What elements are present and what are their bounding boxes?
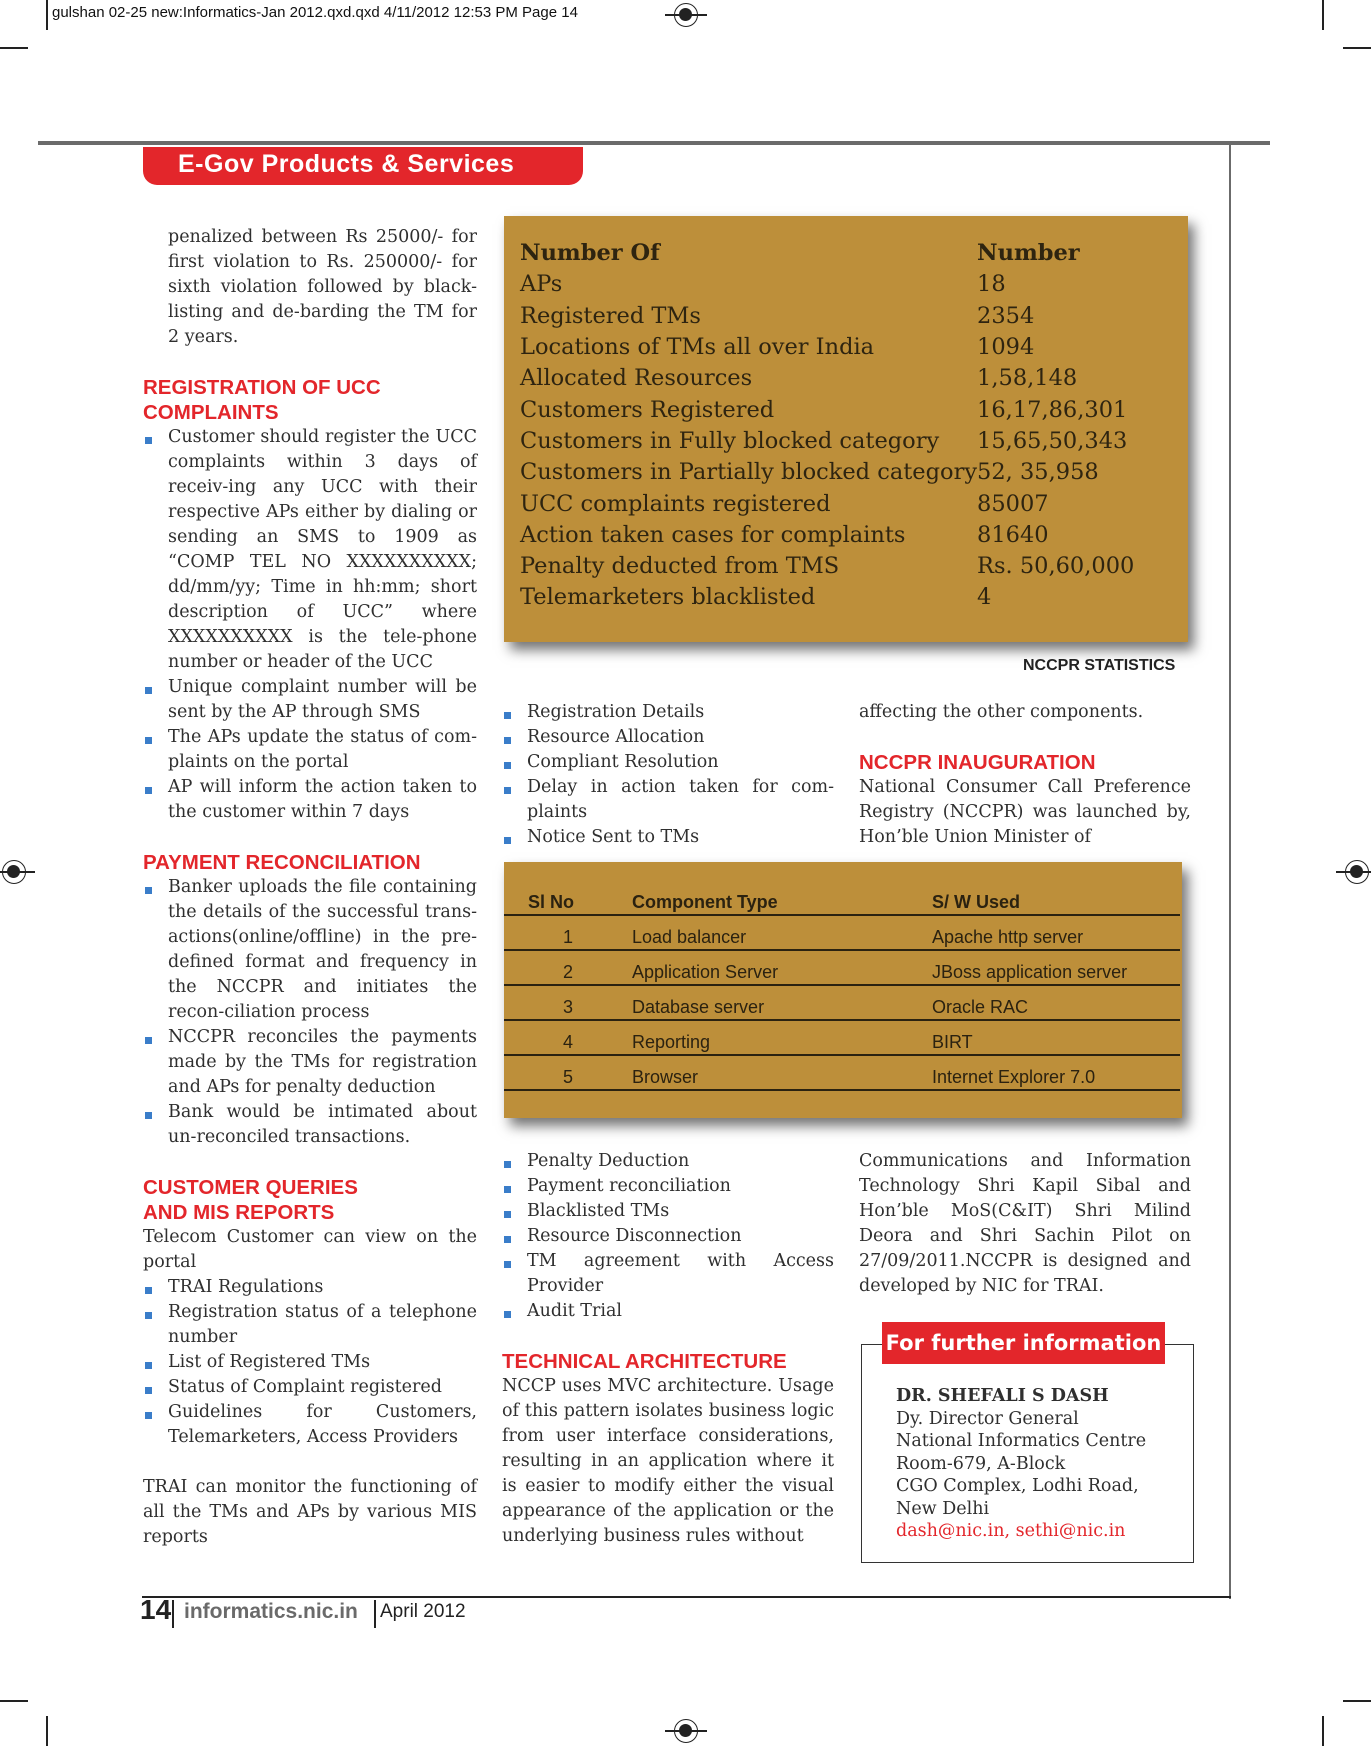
stat-label: Customers in Partially blocked category — [520, 459, 978, 486]
queries-intro: Telecom Customer can view on the portal — [143, 1227, 477, 1272]
table-row — [520, 394, 1134, 425]
list-item: Registration Details — [502, 700, 834, 725]
table-row — [520, 582, 1134, 613]
table-cell: 4 — [504, 1020, 632, 1055]
registration-mark-icon — [674, 3, 698, 27]
stat-value: 81640 — [977, 521, 1049, 548]
table-row — [520, 488, 1134, 519]
table-row — [504, 985, 1180, 1020]
stat-value: 2354 — [977, 302, 1035, 329]
table-row — [520, 520, 1134, 551]
list-item: Penalty Deduction — [502, 1149, 834, 1174]
list-item: AP will inform the action taken to the customer within 7 days — [143, 775, 477, 825]
registration-mark-icon — [674, 1719, 698, 1743]
list-item: Status of Complaint registered — [143, 1375, 477, 1400]
footer-divider — [172, 1600, 174, 1628]
table-cell: 1 — [504, 915, 632, 950]
list-item: Banker uploads the file containing the details of the successful trans-actions(online/offline) in the pre-defined format and frequency in the NCCPR and initiates the recon-ciliation process — [143, 875, 477, 1025]
stat-label: Penalty deducted from TMS — [520, 553, 840, 580]
component-table-box — [504, 862, 1182, 1118]
stat-label: Customers Registered — [520, 396, 775, 423]
table-row — [504, 1020, 1180, 1055]
stat-value: 85007 — [977, 490, 1049, 517]
table-row — [504, 950, 1180, 985]
ucc-heading: REGISTRATION OF UCC COMPLAINTS — [143, 376, 381, 424]
list-item: The APs update the status of com-plaints on the portal — [143, 725, 477, 775]
payment-heading: PAYMENT RECONCILIATION — [143, 851, 421, 874]
list-item: List of Registered TMs — [143, 1350, 477, 1375]
right-rule — [1229, 141, 1231, 1599]
left-column — [143, 225, 477, 1550]
column-header: Sl No — [504, 890, 632, 915]
list-item: Bank would be intimated about un-reconciled transactions. — [143, 1100, 477, 1150]
column-header: Component Type — [632, 890, 932, 915]
table-cell: 2 — [504, 950, 632, 985]
table-row — [520, 426, 1134, 457]
middle-column-bottom — [502, 1149, 834, 1549]
list-item: Compliant Resolution — [502, 750, 834, 775]
stat-label: Action taken cases for complaints — [520, 521, 906, 548]
print-slug: gulshan 02-25 new:Informatics-Jan 2012.qxd.qxd 4/11/2012 12:53 PM Page 14 — [52, 4, 578, 21]
stat-value: Rs. 50,60,000 — [977, 553, 1135, 580]
registration-mark-icon — [2, 860, 26, 884]
right-column-top — [859, 700, 1191, 850]
contact-line: Dy. Director General — [896, 1408, 1079, 1429]
registration-mark-icon — [1345, 860, 1369, 884]
table-row — [520, 301, 1134, 332]
stat-label: APs — [520, 271, 563, 298]
stat-value: 15,65,50,343 — [977, 427, 1128, 454]
footer-site: informatics.nic.in — [184, 1600, 358, 1623]
table-cell: Internet Explorer 7.0 — [932, 1055, 1180, 1090]
queries-list — [143, 1275, 477, 1450]
list-item: Resource Allocation — [502, 725, 834, 750]
table-cell: Load balancer — [632, 915, 932, 950]
stat-value: 1094 — [977, 334, 1035, 361]
contact-line: CGO Complex, Lodhi Road, — [896, 1476, 1139, 1496]
table-row — [520, 332, 1134, 363]
list-item: NCCPR reconciles the payments made by the TMs for registration and APs for penalty deduction — [143, 1025, 477, 1100]
contact-line: New Delhi — [896, 1498, 990, 1519]
stats-caption: NCCPR STATISTICS — [1023, 657, 1176, 674]
table-row — [504, 915, 1180, 950]
ucc-list — [143, 425, 477, 825]
inauguration-continued: Communications and Information Technology Shri Kapil Sibal and Hon’ble MoS(C&IT) Shri Milind Deora and Shri Sachin Pilot on 27/09/2011.NCCPR is designed and developed by NIC for TRAI. — [859, 1151, 1191, 1296]
list-item: Customer should register the UCC complaints within 3 days of receiv-ing any UCC with their respective APs either by dialing or sending an SMS to 1909 as “COMP TEL NO XXXXXXXXXX; dd/mm/yy; Time in hh:mm; short description of UCC” where XXXXXXXXXX is the tele-phone number or header of the UCC — [143, 425, 477, 675]
stats-header-label: Number Of — [520, 240, 660, 267]
inauguration-text: National Consumer Call Preference Registry (NCCPR) was launched by, Hon’ble Union Minister of — [859, 777, 1191, 847]
list-item: Blacklisted TMs — [502, 1199, 834, 1224]
column-header: S/ W Used — [932, 890, 1180, 915]
contact-name: DR. SHEFALI S DASH — [896, 1386, 1109, 1406]
page-number: 14 — [140, 1594, 172, 1625]
table-row — [520, 363, 1134, 394]
list-item: Audit Trial — [502, 1299, 834, 1324]
table-row — [504, 1055, 1180, 1090]
contact-title: For further information — [882, 1322, 1165, 1364]
stat-value: 18 — [977, 271, 1006, 298]
stat-label: Locations of TMs all over India — [520, 334, 875, 361]
table-row — [520, 457, 1134, 488]
stats-table-box — [504, 216, 1188, 642]
list-item: Unique complaint number will be sent by the AP through SMS — [143, 675, 477, 725]
right-column-bottom — [859, 1149, 1191, 1299]
tech-text: NCCP uses MVC architecture. Usage of this pattern isolates business logic from user interface considerations, resulting in an application where it is easier to modify either the visual appearance of the application or the underlying business rules without — [502, 1376, 834, 1546]
tech-heading: TECHNICAL ARCHITECTURE — [502, 1350, 787, 1373]
table-cell: Reporting — [632, 1020, 932, 1055]
table-cell: 5 — [504, 1055, 632, 1090]
stats-table — [520, 238, 1134, 614]
contact-line: National Informatics Centre — [896, 1431, 1147, 1451]
table-header-row — [520, 238, 1134, 269]
stat-value: 1,58,148 — [977, 365, 1078, 392]
footer-date: April 2012 — [380, 1601, 466, 1622]
middle-list-top — [502, 700, 834, 850]
stat-label: Customers in Fully blocked category — [520, 427, 940, 454]
queries-heading: CUSTOMER QUERIES AND MIS REPORTS — [143, 1176, 358, 1224]
contact-line: Room-679, A-Block — [896, 1453, 1066, 1474]
stat-label: Registered TMs — [520, 302, 701, 329]
section-title: E-Gov Products & Services — [143, 147, 583, 185]
table-cell: 3 — [504, 985, 632, 1020]
stat-label: UCC complaints registered — [520, 490, 831, 517]
stat-value: 4 — [977, 584, 992, 611]
inauguration-heading: NCCPR INAUGURATION — [859, 751, 1096, 774]
table-cell: Application Server — [632, 950, 932, 985]
continued-text: affecting the other components. — [859, 702, 1144, 722]
table-row — [520, 551, 1134, 582]
list-item: TM agreement with Access Provider — [502, 1249, 834, 1299]
table-cell: Database server — [632, 985, 932, 1020]
table-cell: Oracle RAC — [932, 985, 1180, 1020]
queries-closing: TRAI can monitor the functioning of all the TMs and APs by various MIS reports — [143, 1477, 477, 1547]
intro-paragraph: penalized between Rs 25000/- for first violation to Rs. 250000/- for sixth violation followed by black-listing and de-barding the TM for 2 years. — [168, 227, 477, 347]
list-item: Registration status of a telephone number — [143, 1300, 477, 1350]
table-cell: Apache http server — [932, 915, 1180, 950]
payment-list — [143, 875, 477, 1150]
list-item: Resource Disconnection — [502, 1224, 834, 1249]
list-item: Notice Sent to TMs — [502, 825, 834, 850]
component-table — [504, 890, 1180, 1091]
stat-label: Allocated Resources — [520, 365, 753, 392]
footer-divider — [374, 1600, 376, 1628]
list-item: TRAI Regulations — [143, 1275, 477, 1300]
stats-header-value: Number — [977, 240, 1080, 267]
list-item: Guidelines for Customers, Telemarketers, Access Providers — [143, 1400, 477, 1450]
table-cell: BIRT — [932, 1020, 1180, 1055]
stat-value: 16,17,86,301 — [977, 396, 1128, 423]
list-item: Payment reconciliation — [502, 1174, 834, 1199]
table-row — [520, 269, 1134, 300]
stat-value: 52, 35,958 — [977, 459, 1099, 486]
footer-rule — [142, 1596, 1231, 1598]
contact-email[interactable]: dash@nic.in, sethi@nic.in — [896, 1521, 1126, 1541]
list-item: Delay in action taken for com-plaints — [502, 775, 834, 825]
header-rule — [38, 141, 1270, 145]
table-cell: JBoss application server — [932, 950, 1180, 985]
contact-details — [896, 1385, 1146, 1543]
stat-label: Telemarketers blacklisted — [520, 584, 816, 611]
table-header-row — [504, 890, 1180, 915]
table-cell: Browser — [632, 1055, 932, 1090]
